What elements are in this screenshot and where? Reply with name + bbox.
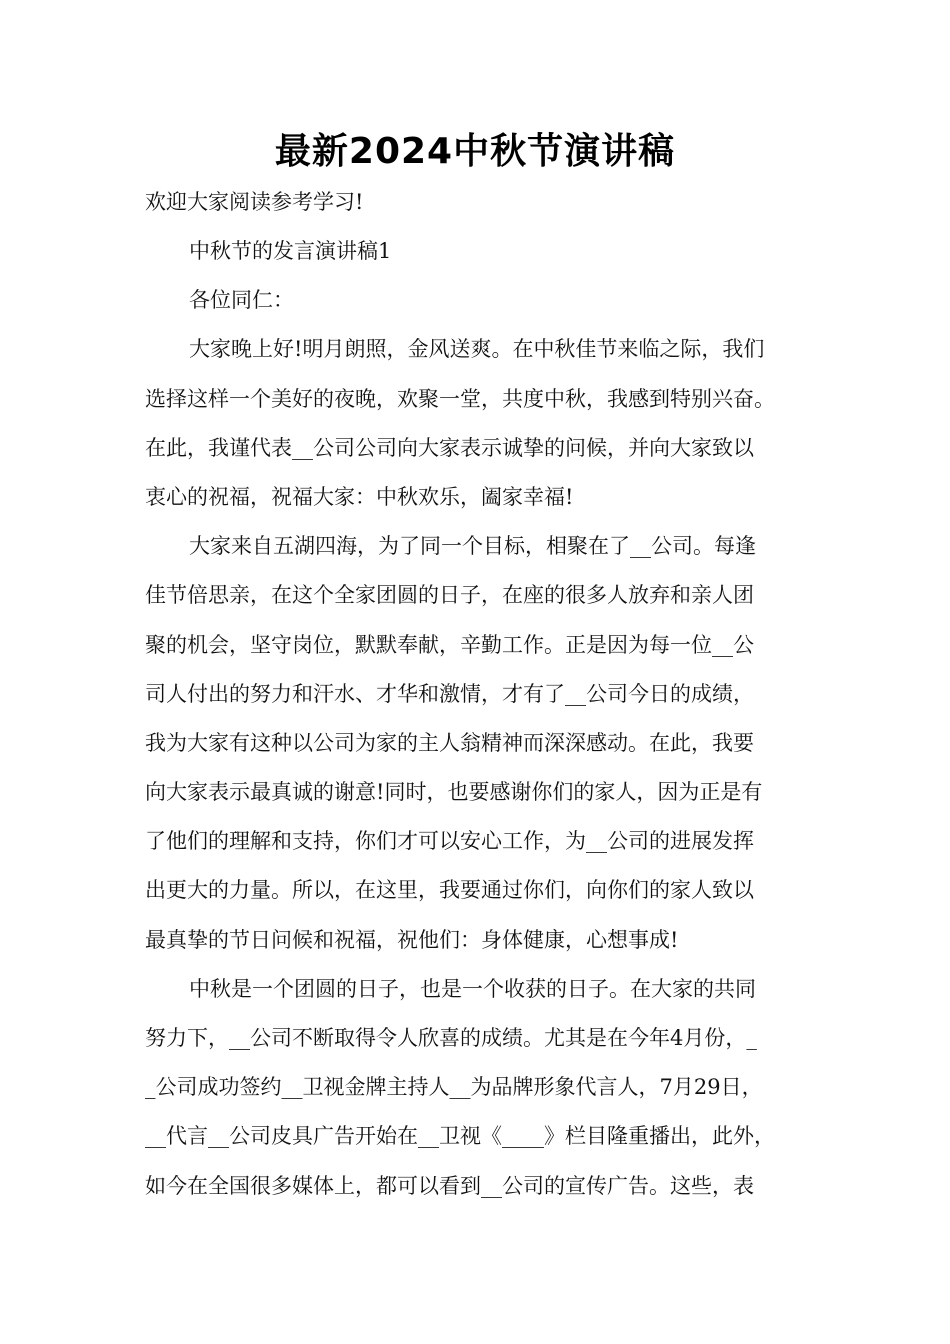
text-line: 聚的机会，坚守岗位，默默奉献，辛勤工作。正是因为每一位__公 — [145, 632, 754, 657]
text-line: 中秋节的发言演讲稿1 — [189, 239, 392, 263]
text-line: 大家来自五湖四海，为了同一个目标，相聚在了__公司。每逢 — [189, 534, 756, 559]
text-line: 如今在全国很多媒体上，都可以看到__公司的宣传广告。这些，表 — [145, 1173, 754, 1198]
text-line: 向大家表示最真诚的谢意!同时，也要感谢你们的家人，因为正是有 — [145, 780, 763, 805]
text-line: 大家晚上好!明月朗照，金风送爽。在中秋佳节来临之际，我们 — [189, 337, 765, 362]
text-line: 中秋是一个团圆的日子，也是一个收获的日子。在大家的共同 — [189, 976, 756, 1001]
intro-line: 欢迎大家阅读参考学习! — [145, 190, 364, 214]
text-line: 佳节倍思亲，在这个全家团圆的日子，在座的很多人放弃和亲人团 — [145, 583, 754, 608]
text-line: 在此，我谨代表__公司公司向大家表示诚挚的问候，并向大家致以 — [145, 435, 754, 460]
text-line: 最真挚的节日问候和祝福，祝他们：身体健康，心想事成! — [145, 927, 679, 952]
speech-body — [145, 227, 811, 1211]
text-line: 努力下，__公司不断取得令人欣喜的成绩。尤其是在今年4月份，_ — [145, 1026, 757, 1050]
text-line: 衷心的祝福，祝福大家：中秋欢乐，阖家幸福! — [145, 484, 574, 509]
text-line: 出更大的力量。所以，在这里，我要通过你们，向你们的家人致以 — [145, 878, 754, 903]
document-title: 最新2024中秋节演讲稿 — [274, 131, 676, 172]
text-line: __代言__公司皮具广告开始在__卫视《____》栏目隆重播出，此外， — [145, 1124, 775, 1149]
text-line: 选择这样一个美好的夜晚，欢聚一堂，共度中秋，我感到特别兴奋。 — [145, 386, 775, 411]
text-line: 了他们的理解和支持，你们才可以安心工作，为__公司的进展发挥 — [145, 829, 754, 854]
text-line: _公司成功签约__卫视金牌主持人__为品牌形象代言人，7月29日， — [145, 1075, 763, 1100]
text-line: 各位同仁： — [189, 288, 294, 313]
text-line: 我为大家有这种以公司为家的主人翁精神而深深感动。在此，我要 — [145, 730, 754, 755]
text-line: 司人付出的努力和汗水、才华和激情，才有了__公司今日的成绩， — [145, 681, 754, 706]
